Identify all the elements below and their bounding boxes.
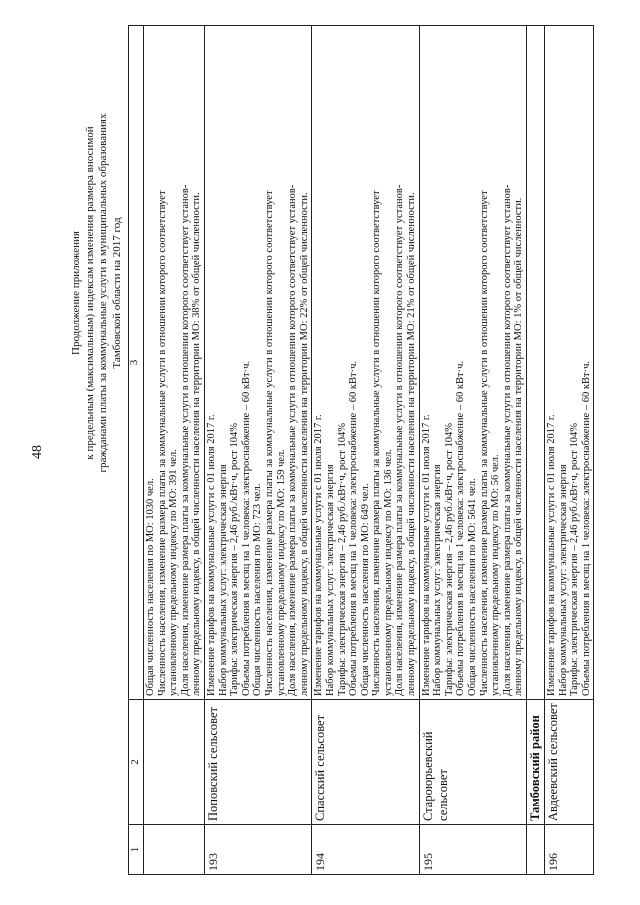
rotated-page-content: [70, 25, 615, 875]
header-line-2: к предельным (максимальным) индексам изменения размера вносимой: [83, 126, 96, 460]
municipality-name: [144, 700, 205, 825]
detail-line: Общая численность населения по МО: 649 чел.: [359, 483, 371, 696]
header-line-1: Продолжение приложения: [70, 231, 82, 355]
detail-line: Набор коммунальных услуг: электрическая энергия: [432, 464, 444, 696]
row-number: 193: [204, 825, 311, 875]
column-header-1: 1: [129, 825, 144, 875]
detail-line: Тарифы: электрическая энергия – 2,46 руб./кВт·ч, рост 104%: [569, 422, 581, 696]
detail-line: Доля населения, изменение размера платы за коммунальные услуги в отношении которого соответствует установ-: [287, 184, 299, 696]
column-header-row: [129, 26, 144, 875]
district-name: Тамбовский район: [527, 700, 545, 825]
row-number: [144, 825, 205, 875]
detail-line: Изменение тарифов на коммунальные услуги с 01 июля 2017 г.: [313, 414, 325, 696]
detail-line: Объемы потребления в месяц на 1 человека: электроснабжение – 60 кВт·ч.: [455, 361, 467, 696]
detail-line: Тарифы: электрическая энергия – 2,46 руб./кВт·ч, рост 104%: [443, 422, 455, 696]
detail-line: установленному предельному индексу по МО: 136 чел.: [382, 449, 394, 696]
detail-line: ленному предельному индексу, в общей численности населения на территории МО: 22% от общей численности.: [298, 192, 310, 696]
table-row: [545, 26, 594, 875]
table-row: [312, 26, 419, 875]
column-header-3: 3: [129, 26, 144, 700]
detail-line: установленному предельному индексу по МО: 56 чел.: [490, 454, 502, 696]
detail-line: Доля населения, изменение размера платы за коммунальные услуги в отношении которого соответствует установ-: [501, 184, 513, 696]
header-line-4: Тамбовской области на 2017 год: [110, 217, 123, 369]
municipality-name: Поповский сельсовет: [204, 700, 311, 825]
tariff-details: [144, 26, 205, 700]
row-number: 196: [545, 825, 594, 875]
detail-line: Объемы потребления в месяц на 1 человека: электроснабжение – 60 кВт·ч.: [348, 361, 360, 696]
detail-line: Общая численность населения по МО: 723 чел.: [252, 483, 264, 696]
detail-line: Набор коммунальных услуг: электрическая энергия: [217, 464, 229, 696]
tariff-details: [419, 26, 526, 700]
detail-line: ленному предельному индексу, в общей численности населения на территории МО: 21% от общей численности.: [406, 192, 418, 696]
municipality-name: Спасский сельсовет: [312, 700, 419, 825]
column-header-2: 2: [129, 700, 144, 825]
page-number-text: 48: [30, 445, 45, 459]
detail-line: Изменение тарифов на коммунальные услуги с 01 июля 2017 г.: [420, 414, 432, 696]
district-details-cell: [527, 26, 545, 700]
detail-line: ленному предельному индексу, в общей численности населения на территории МО: 1% от общей численности.: [513, 197, 525, 696]
table-row: [419, 26, 526, 875]
detail-line: Набор коммунальных услуг: электрическая энергия: [557, 464, 569, 696]
tariff-details: [204, 26, 311, 700]
header-line-3: гражданами платы за коммунальные услуги в муниципальных образованиях: [97, 113, 109, 473]
detail-line: Общая численность населения по МО: 5641 чел.: [467, 478, 479, 696]
row-number: 194: [312, 825, 419, 875]
detail-line: Доля населения, изменение размера платы за коммунальные услуги в отношении которого соответствует установ-: [179, 184, 191, 696]
tariff-table: [128, 25, 594, 875]
detail-line: Доля населения, изменение размера платы за коммунальные услуги в отношении которого соответствует установ-: [394, 184, 406, 696]
detail-line: Объемы потребления в месяц на 1 человека: электроснабжение – 60 кВт·ч.: [580, 361, 592, 696]
detail-line: Изменение тарифов на коммунальные услуги с 01 июля 2017 г.: [546, 414, 557, 696]
municipality-name: Авдеевский сельсовет: [545, 700, 594, 825]
detail-line: установленному предельному индексу по МО: 391 чел.: [168, 449, 180, 696]
detail-line: Численность населения, изменение размера платы за коммунальные услуги в отношении которого соответствует: [371, 190, 383, 696]
detail-line: Численность населения, изменение размера платы за коммунальные услуги в отношении которого соответствует: [263, 190, 275, 696]
detail-line: Изменение тарифов на коммунальные услуги с 01 июля 2017 г.: [205, 414, 217, 696]
detail-line: Набор коммунальных услуг: электрическая энергия: [324, 464, 336, 696]
detail-line: Объемы потребления в месяц на 1 человека: электроснабжение – 60 кВт·ч.: [240, 361, 252, 696]
detail-line: Общая численность населения по МО: 1030 чел.: [145, 478, 156, 696]
tariff-details: [545, 26, 594, 700]
detail-line: Численность населения, изменение размера платы за коммунальные услуги в отношении которого соответствует: [156, 190, 168, 696]
detail-line: ленному предельному индексу, в общей численности населения на территории МО: 38% от общей численности.: [191, 192, 203, 696]
tariff-details: [312, 26, 419, 700]
detail-line: Численность населения, изменение размера платы за коммунальные услуги в отношении которого соответствует: [478, 190, 490, 696]
row-number: 195: [419, 825, 526, 875]
appendix-header: [70, 33, 124, 553]
table-row: [144, 26, 205, 875]
municipality-name: Староюрьевский сельсовет: [419, 700, 526, 825]
district-row: [527, 26, 545, 875]
detail-line: Тарифы: электрическая энергия – 2,46 руб./кВт·ч, рост 104%: [336, 422, 348, 696]
detail-line: Тарифы: электрическая энергия – 2,46 руб./кВт·ч, рост 104%: [229, 422, 241, 696]
detail-line: установленному предельному индексу по МО: 159 чел.: [275, 449, 287, 696]
table-row: [204, 26, 311, 875]
district-num-cell: [527, 825, 545, 875]
